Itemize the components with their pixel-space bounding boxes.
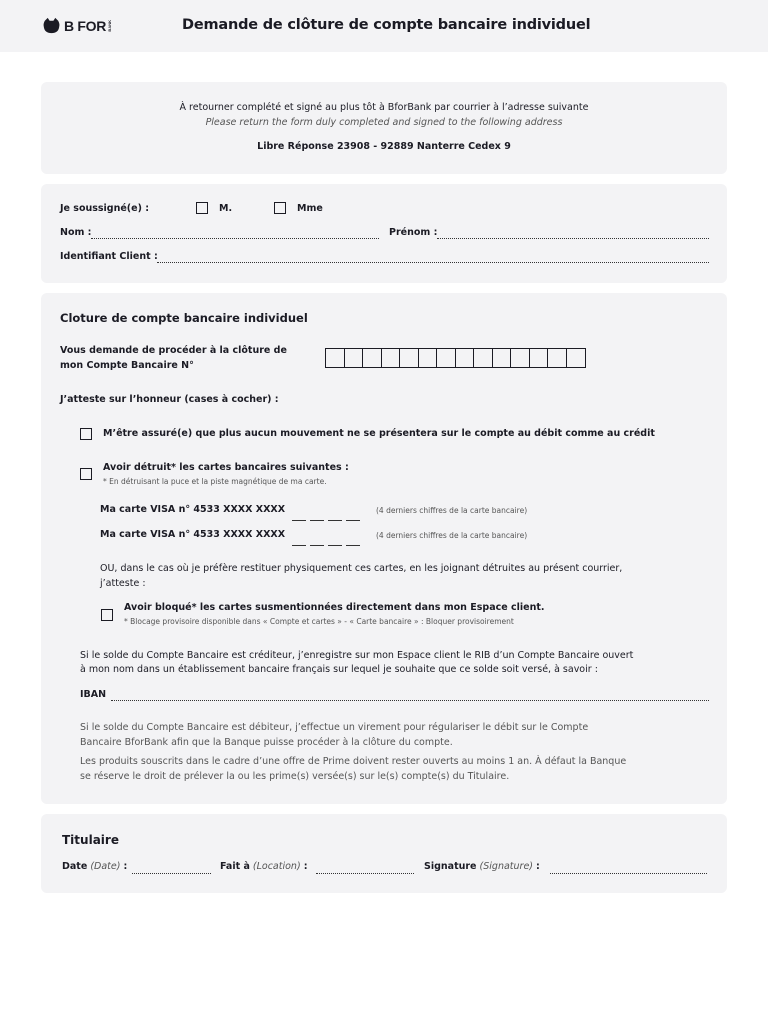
place-label-en: (Location) <box>252 861 301 872</box>
page-title: Demande de clôture de compte bancaire individuel <box>182 17 591 33</box>
place-field[interactable] <box>316 873 414 874</box>
no-movement-checkbox[interactable] <box>80 428 92 440</box>
holder-panel <box>41 814 727 893</box>
credit-balance-line-1: Si le solde du Compte Bancaire est créditeur, j’enregistre sur mon Espace client le RIB d’un Compte Bancaire ouvert <box>80 650 634 661</box>
date-field[interactable] <box>132 873 211 874</box>
or-restitution-line-2: j’atteste : <box>100 578 146 589</box>
return-instruction-fr: À retourner complété et signé au plus tôt à BforBank par courrier à l’adresse suivante <box>179 102 589 113</box>
prenom-label: Prénom : <box>389 227 438 238</box>
title-m-checkbox[interactable] <box>196 202 208 214</box>
account-digit-box[interactable] <box>345 349 364 367</box>
request-line-1: Vous demande de procéder à la clôture de <box>60 345 287 356</box>
signature-colon: : <box>536 861 540 872</box>
logo-mark-icon <box>42 16 61 35</box>
card-1-hint: (4 derniers chiffres de la carte bancaire) <box>376 506 528 515</box>
account-digit-box[interactable] <box>474 349 493 367</box>
closure-section-title: Cloture de compte bancaire individuel <box>60 311 308 325</box>
holder-title: Titulaire <box>62 833 119 847</box>
card-2-last-digits[interactable] <box>292 530 364 549</box>
bforbank-logo <box>42 16 112 35</box>
debit-balance-line-1: Si le solde du Compte Bancaire est débiteur, j’effectue un virement pour régulariser le débit sur le Compte <box>80 722 589 733</box>
account-digit-box[interactable] <box>400 349 419 367</box>
card-2-hint: (4 derniers chiffres de la carte bancaire) <box>376 531 528 540</box>
account-digit-box[interactable] <box>363 349 382 367</box>
cards-blocked-note: * Blocage provisoire disponible dans « Compte et cartes » - « Carte bancaire » : Bloquer provisoirement <box>124 617 514 626</box>
date-label-group <box>62 861 127 872</box>
cards-destroyed-checkbox[interactable] <box>80 468 92 480</box>
place-label: Fait à <box>220 861 250 872</box>
cards-blocked-checkbox[interactable] <box>101 609 113 621</box>
closure-panel <box>41 293 727 804</box>
or-restitution-line-1: OU, dans le cas où je préfère restituer physiquement ces cartes, en les joignant détruites au présent courrier, <box>100 563 623 574</box>
signature-label-en: (Signature) <box>479 861 533 872</box>
account-digit-box[interactable] <box>437 349 456 367</box>
return-address-panel <box>41 82 727 174</box>
signature-field[interactable] <box>550 873 707 874</box>
prime-notice-line-2: se réserve le droit de prélever la ou les prime(s) versée(s) sur le(s) compte(s) du Titulaire. <box>80 771 510 782</box>
iban-label: IBAN <box>80 689 107 700</box>
account-digit-box[interactable] <box>511 349 530 367</box>
identifiant-field[interactable] <box>157 262 709 263</box>
account-number-boxes[interactable] <box>325 348 586 368</box>
account-digit-box[interactable] <box>456 349 475 367</box>
account-digit-box[interactable] <box>548 349 567 367</box>
title-mme-checkbox[interactable] <box>274 202 286 214</box>
card-2-label: Ma carte VISA n° 4533 XXXX XXXX <box>100 529 286 540</box>
iban-field[interactable] <box>111 700 709 701</box>
request-line-2: mon Compte Bancaire N° <box>60 360 194 371</box>
identifiant-label: Identifiant Client : <box>60 251 158 262</box>
signature-label-group <box>424 861 540 872</box>
place-label-group <box>220 861 308 872</box>
credit-balance-line-2: à mon nom dans un établissement bancaire français sur lequel je souhaite que ce solde soit versé, à savoir : <box>80 664 598 675</box>
account-digit-box[interactable] <box>567 349 586 367</box>
date-label-en: (Date) <box>90 861 121 872</box>
logo-subtext: BANK <box>107 19 113 32</box>
attest-label: J’atteste sur l’honneur (cases à cocher) : <box>60 394 279 405</box>
cards-destroyed-note: * En détruisant la puce et la piste magnétique de ma carte. <box>103 477 327 486</box>
card-1-label: Ma carte VISA n° 4533 XXXX XXXX <box>100 504 286 515</box>
nom-label: Nom : <box>60 227 92 238</box>
soussigne-label: Je soussigné(e) : <box>60 203 150 214</box>
date-label: Date <box>62 861 88 872</box>
prime-notice-line-1: Les produits souscrits dans le cadre d’une offre de Prime doivent rester ouverts au moins 1 an. À défaut la Banque <box>80 756 627 767</box>
account-digit-box[interactable] <box>493 349 512 367</box>
cards-destroyed-label: Avoir détruit* les cartes bancaires suivantes : <box>103 462 349 473</box>
nom-field[interactable] <box>91 238 379 239</box>
return-instruction-en: Please return the form duly completed and signed to the following address <box>205 117 563 128</box>
identity-panel <box>41 184 727 283</box>
date-colon: : <box>123 861 128 872</box>
title-mme-label: Mme <box>297 203 323 214</box>
no-movement-label: M’être assuré(e) que plus aucun mouvement ne se présentera sur le compte au débit comme au crédit <box>103 428 655 439</box>
account-digit-box[interactable] <box>530 349 549 367</box>
header-bar <box>0 0 768 52</box>
account-digit-box[interactable] <box>326 349 345 367</box>
place-colon: : <box>303 861 308 872</box>
debit-balance-line-2: Bancaire BforBank afin que la Banque puisse procéder à la clôture du compte. <box>80 737 453 748</box>
prenom-field[interactable] <box>437 238 709 239</box>
account-digit-box[interactable] <box>382 349 401 367</box>
signature-label: Signature <box>424 861 477 872</box>
cards-blocked-label: Avoir bloqué* les cartes susmentionnées directement dans mon Espace client. <box>124 602 545 613</box>
account-digit-box[interactable] <box>419 349 438 367</box>
card-1-last-digits[interactable] <box>292 505 364 524</box>
title-m-label: M. <box>219 203 233 214</box>
return-address: Libre Réponse 23908 - 92889 Nanterre Cedex 9 <box>257 141 511 152</box>
logo-text: B FOR <box>64 17 107 34</box>
